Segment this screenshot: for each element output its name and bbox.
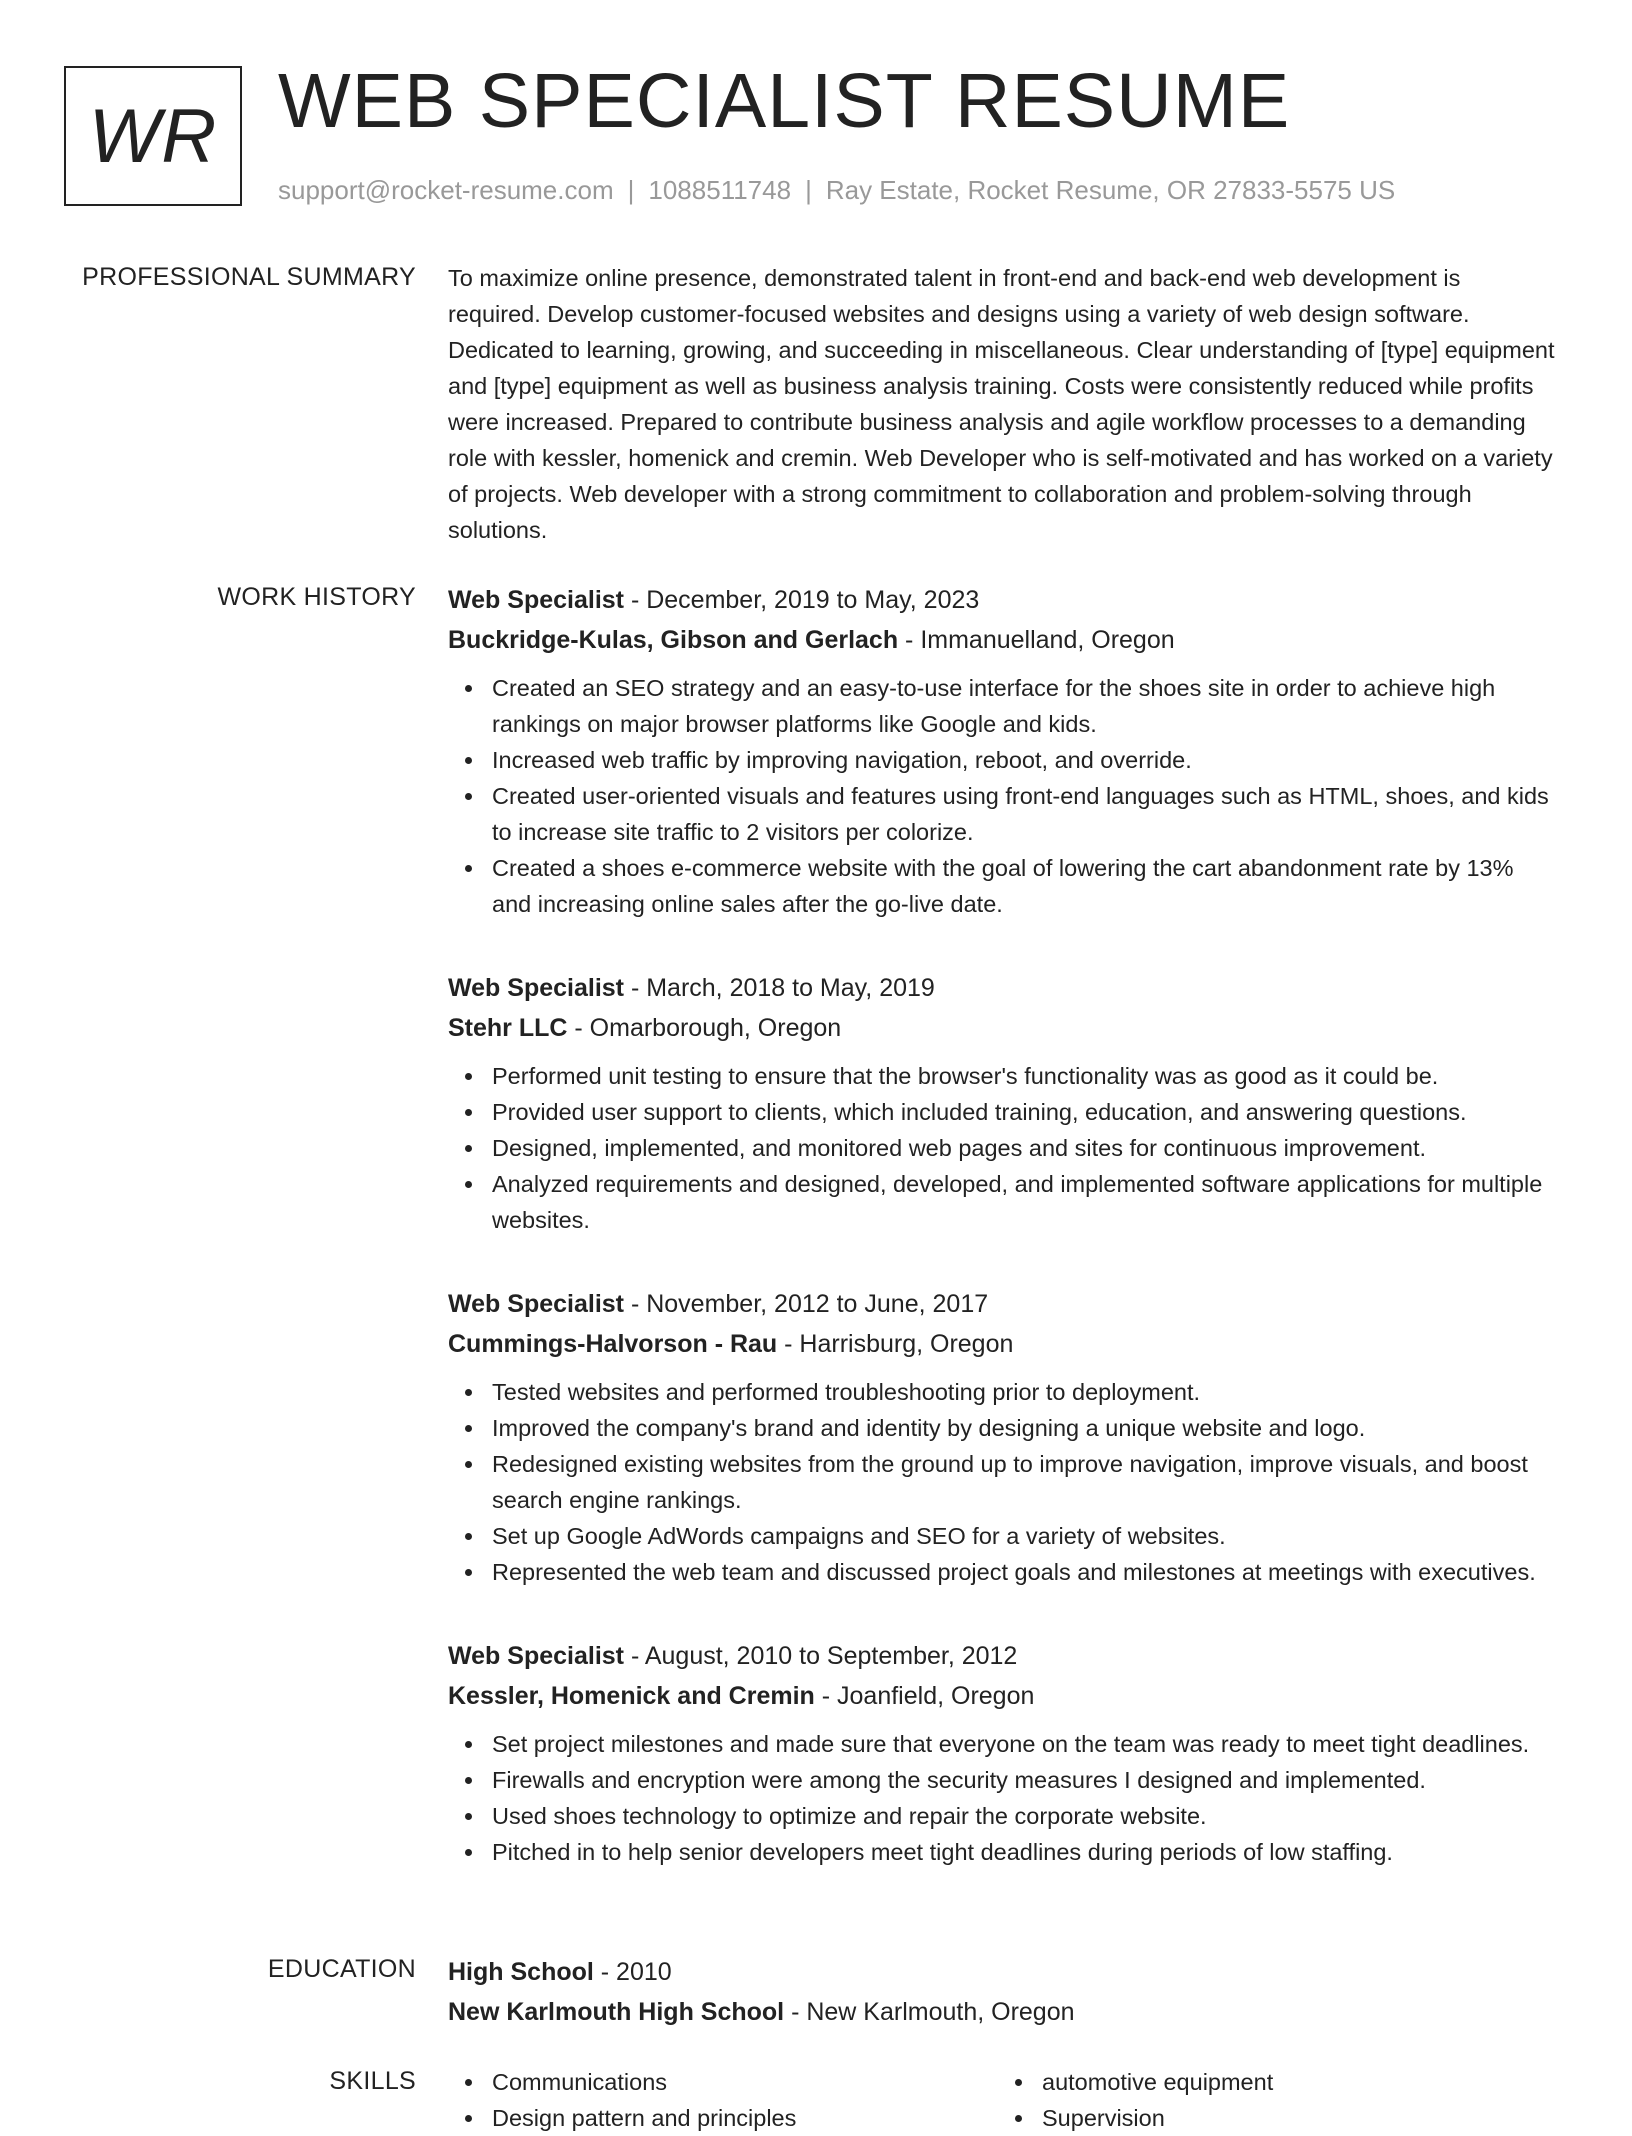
- job-title: Web Specialist: [448, 974, 624, 1002]
- monogram-logo: WR: [64, 66, 242, 206]
- job-bullets: [448, 670, 1558, 922]
- job-company: Kessler, Homenick and Cremin: [448, 1682, 815, 1710]
- job-bullet: Pitched in to help senior developers meet tight deadlines during periods of low staffing.: [492, 1834, 1558, 1870]
- job-bullet: Created a shoes e-commerce website with the goal of lowering the cart abandonment rate by 13% and increasing online sales after the go-live date.: [492, 850, 1558, 922]
- education-location: - New Karlmouth, Oregon: [784, 1998, 1075, 2026]
- job-title: Web Specialist: [448, 1290, 624, 1318]
- education-school: New Karlmouth High School: [448, 1998, 785, 2026]
- job-bullet: Performed unit testing to ensure that the browser's functionality was as good as it could be.: [492, 1058, 1558, 1094]
- job-location: - Omarborough, Oregon: [567, 1014, 842, 1042]
- job-company-line: [448, 1324, 1558, 1364]
- job-location: - Immanuelland, Oregon: [898, 626, 1175, 654]
- skill-item: Design pattern and principles: [492, 2100, 998, 2136]
- job-company: Stehr LLC: [448, 1014, 568, 1042]
- job-bullet: Set project milestones and made sure that everyone on the team was ready to meet tight deadlines.: [492, 1726, 1558, 1762]
- job-bullet: Designed, implemented, and monitored web pages and sites for continuous improvement.: [492, 1130, 1558, 1166]
- job-entry: [448, 580, 1558, 922]
- job-entry: [448, 1284, 1558, 1590]
- job-title-line: [448, 1636, 1558, 1676]
- skill-item: Supervision: [1042, 2100, 1548, 2136]
- job-bullet: Created an SEO strategy and an easy-to-use interface for the shoes site in order to achieve high rankings on major browser platforms like Google and kids.: [492, 670, 1558, 742]
- job-company: Buckridge-Kulas, Gibson and Gerlach: [448, 626, 899, 654]
- contact-address: Ray Estate, Rocket Resume, OR 27833-5575 US: [825, 175, 1396, 205]
- skills-grid: [448, 2064, 1558, 2136]
- contact-phone: 1088511748: [648, 175, 792, 205]
- contact-separator: |: [627, 175, 635, 205]
- job-bullets: [448, 1726, 1558, 1870]
- job-dates: - December, 2019 to May, 2023: [624, 586, 980, 614]
- education-school-line: [448, 1992, 1558, 2032]
- section-label-summary: PROFESSIONAL SUMMARY: [82, 263, 416, 291]
- job-title-line: [448, 580, 1558, 620]
- job-bullet: Firewalls and encryption were among the security measures I designed and implemented.: [492, 1762, 1558, 1798]
- job-dates: - August, 2010 to September, 2012: [624, 1642, 1018, 1670]
- contact-separator: |: [805, 175, 812, 205]
- skill-item: automotive equipment: [1042, 2064, 1548, 2100]
- job-bullet: Redesigned existing websites from the ground up to improve navigation, improve visuals, and boost search engine rankings.: [492, 1446, 1558, 1518]
- job-bullet: Increased web traffic by improving navigation, reboot, and override.: [492, 742, 1558, 778]
- job-location: - Joanfield, Oregon: [814, 1682, 1035, 1710]
- job-bullets: [448, 1374, 1558, 1590]
- job-dates: - March, 2018 to May, 2019: [624, 974, 935, 1002]
- job-company-line: [448, 1008, 1558, 1048]
- skill-item: Communications: [492, 2064, 998, 2100]
- job-title: Web Specialist: [448, 586, 624, 614]
- job-title-line: [448, 968, 1558, 1008]
- education-year: - 2010: [593, 1958, 672, 1986]
- job-company-line: [448, 620, 1558, 660]
- resume-title: WEB SPECIALIST RESUME: [278, 58, 1291, 144]
- section-label-skills: SKILLS: [329, 2067, 416, 2095]
- job-bullet: Set up Google AdWords campaigns and SEO for a variety of websites.: [492, 1518, 1558, 1554]
- job-company-line: [448, 1676, 1558, 1716]
- job-bullet: Represented the web team and discussed project goals and milestones at meetings with executives.: [492, 1554, 1558, 1590]
- education-degree: High School: [448, 1958, 594, 1986]
- job-entry: [448, 1636, 1558, 1870]
- job-dates: - November, 2012 to June, 2017: [624, 1290, 989, 1318]
- job-bullet: Improved the company's brand and identity by designing a unique website and logo.: [492, 1410, 1558, 1446]
- contact-line: [278, 174, 1395, 206]
- job-bullet: Analyzed requirements and designed, developed, and implemented software applications for multiple websites.: [492, 1166, 1558, 1238]
- summary-text: To maximize online presence, demonstrated talent in front-end and back-end web development is required. Develop customer-focused websites and designs using a variety of web design software. Dedicated to learning, growing, and succeeding in miscellaneous. Clear understanding of [type] equipment and [type] equipment as well as business analysis training. Costs were consistently reduced while profits were increased. Prepared to contribute business analysis and agile workflow processes to a demanding role with kessler, homenick and cremin. Web Developer who is self-motivated and has worked on a variety of projects. Web developer with a strong commitment to collaboration and problem-solving through solutions.: [448, 265, 1555, 543]
- job-bullet: Used shoes technology to optimize and repair the corporate website.: [492, 1798, 1558, 1834]
- job-bullet: Created user-oriented visuals and features using front-end languages such as HTML, shoes, and kids to increase site traffic to 2 visitors per colorize.: [492, 778, 1558, 850]
- job-location: - Harrisburg, Oregon: [777, 1330, 1014, 1358]
- job-bullets: [448, 1058, 1558, 1238]
- skills-column-left: [448, 2064, 998, 2136]
- job-bullet: Tested websites and performed troubleshooting prior to deployment.: [492, 1374, 1558, 1410]
- job-company: Cummings-Halvorson - Rau: [448, 1330, 778, 1358]
- job-bullet: Provided user support to clients, which included training, education, and answering questions.: [492, 1094, 1558, 1130]
- education-degree-line: [448, 1952, 1558, 1992]
- job-title-line: [448, 1284, 1558, 1324]
- section-label-work: WORK HISTORY: [217, 583, 416, 611]
- job-title: Web Specialist: [448, 1642, 624, 1670]
- job-entry: [448, 968, 1558, 1238]
- skills-column-right: [998, 2064, 1548, 2136]
- contact-email: support@rocket-resume.com: [278, 175, 614, 205]
- section-label-education: EDUCATION: [267, 1955, 416, 1983]
